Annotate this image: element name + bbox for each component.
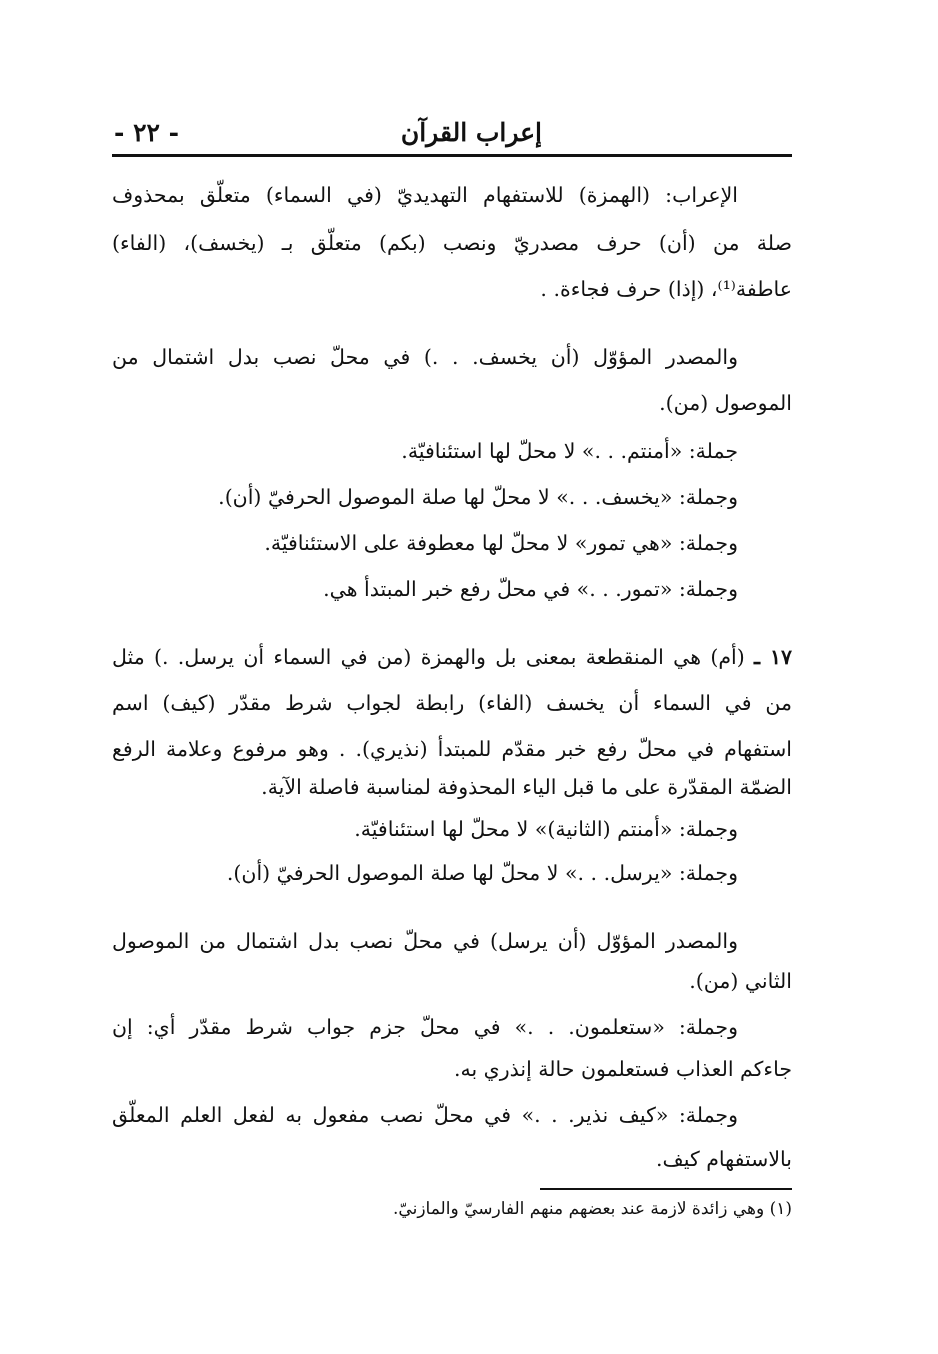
- paragraph-line: وجملة: «ستعلمون. . .» في محلّ جزم جواب شرط مقدّر أي: إن: [112, 1015, 738, 1039]
- paragraph-line: الإعراب: (الهمزة) للاستفهام التهديديّ (في السماء) متعلّق بمحذوف: [112, 183, 738, 207]
- paragraph-line: جملة: «أمنتم. . .» لا محلّ لها استئنافيّة.: [401, 439, 738, 463]
- paragraph-line: جاءكم العذاب فستعلمون حالة إنذري به.: [453, 1057, 792, 1081]
- paragraph-line: عاطفة⁽¹⁾، (إذا) حرف فجاءة. .: [540, 277, 792, 301]
- paragraph-line: وجملة: «كيف نذير. . .» في محلّ نصب مفعول به لفعل العلم المعلّق: [112, 1103, 738, 1127]
- page-number: - ٢٢ -: [114, 118, 180, 147]
- verse-entry-text: (أم) هي المنقطعة بمعنى بل والهمزة (من في السماء أن يرسل. .) مثل: [112, 645, 745, 669]
- header-divider: [112, 154, 792, 157]
- paragraph-line: بالاستفهام كيف.: [656, 1147, 792, 1171]
- running-title: إعراب القرآن: [400, 118, 542, 147]
- paragraph-line: وجملة: «تمور. . .» في محلّ رفع خبر المبتدأ هي.: [323, 577, 738, 601]
- paragraph-line: والمصدر المؤوّل (أن يرسل) في محلّ نصب بدل اشتمال من الموصول: [112, 929, 738, 953]
- paragraph-line: وجملة: «يرسل. . .» لا محلّ لها صلة الموصول الحرفيّ (أن).: [226, 861, 738, 885]
- paragraph-line: وجملة: «هي تمور» لا محلّ لها معطوفة على الاستئنافيّة.: [264, 531, 738, 555]
- footnote-divider: [540, 1188, 792, 1190]
- paragraph-line: صلة من (أن) حرف مصدريّ ونصب (بكم) متعلّق بـ (يخسف)، (الفاء): [112, 231, 792, 255]
- paragraph-line: الضمّة المقدّرة على ما قبل الياء المحذوفة لمناسبة فاصلة الآية.: [261, 775, 792, 799]
- footnote: (١) وهي زائدة لازمة عند بعضهم منهم الفارسيّ والمازنيّ.: [393, 1199, 792, 1219]
- paragraph-line: وجملة: «أمنتم (الثانية)» لا محلّ لها استئنافيّة.: [354, 817, 738, 841]
- paragraph-line: الموصول (من).: [659, 391, 792, 415]
- paragraph-line: الثاني (من).: [689, 969, 792, 993]
- page-header: [112, 112, 792, 152]
- paragraph-line: وجملة: «يخسف. . .» لا محلّ لها صلة الموصول الحرفيّ (أن).: [218, 485, 738, 509]
- verse-entry-line: [112, 642, 792, 672]
- paragraph-line: استفهام في محلّ رفع خبر مقدّم للمبتدأ (نذيري). . وهو مرفوع وعلامة الرفع: [112, 737, 792, 761]
- verse-number: ١٧ ـ: [754, 645, 792, 669]
- paragraph-line: والمصدر المؤوّل (أن يخسف. . .) في محلّ نصب بدل اشتمال من: [112, 345, 738, 369]
- paragraph-line: من في السماء أن يخسف (الفاء) رابطة لجواب شرط مقدّر (كيف) اسم: [112, 691, 792, 715]
